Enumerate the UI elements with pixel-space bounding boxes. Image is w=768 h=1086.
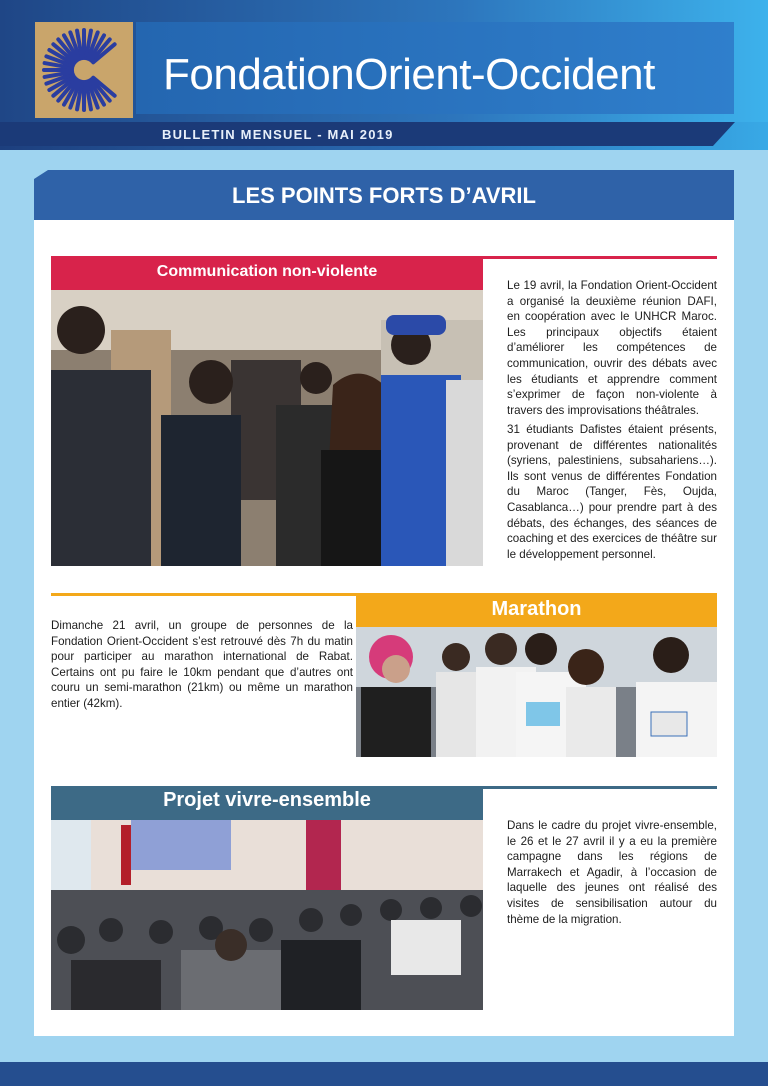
- article-3-rule: [483, 786, 717, 789]
- article-1-paragraph-2: 31 étudiants Dafistes étaient présents, provenant de différentes nationalités (syriens, palestiniens, subsahariens…). Ils sont venus de différentes Fondation du Maroc (Tanger, Fès, Oujda, Casablanca…) pour prendre part à des débats, des échanges, des séances de coaching et des exercices de théâtre sur le développement personnel.: [507, 423, 717, 561]
- section-title: LES POINTS FORTS D’AVRIL: [232, 183, 536, 208]
- article-3-photo: [51, 820, 483, 1010]
- article-1-rule: [483, 256, 717, 259]
- article-3-heading: Projet vivre-ensemble: [163, 789, 371, 811]
- article-3-paragraph-1: Dans le cadre du projet vivre-ensemble, le 26 et le 27 avril il y a eu la première campagne dans les régions de Marrakech et Agadir, à l’occasion de laquelle des jeunes ont réalisé des visites de sensibilisation autour du thème de la migration.: [507, 819, 717, 926]
- footer-bar: [0, 1062, 768, 1086]
- article-1-photo: [51, 290, 483, 566]
- bulletin-subtitle: BULLETIN MENSUEL - MAI 2019: [162, 127, 394, 142]
- sunburst-logo-icon: [35, 22, 133, 118]
- article-2-heading: Marathon: [491, 598, 582, 620]
- article-2-photo: [356, 627, 717, 757]
- article-1-paragraph-1: Le 19 avril, la Fondation Orient-Occident a organisé la deuxième réunion DAFI, en coopération avec le UNHCR Maroc. Les principaux objectifs étaient d’améliorer les compétences de communication, ouvrir des débats avec les étudiants et apprendre comment s’exprimer de façon non-violente à travers des improvisations théâtrales.: [507, 279, 717, 417]
- article-1-heading: Communication non-violente: [156, 263, 378, 280]
- page-title: FondationOrient-Occident: [163, 50, 655, 99]
- article-2-paragraph-1: Dimanche 21 avril, un groupe de personnes de la Fondation Orient-Occident s’est retrouvé dès 7h du matin pour participer au marathon international de Rabat. Certains ont pu faire le 10km pendant que d’autres ont couru un semi-marathon (21km) ou même un marathon entier (42km).: [51, 619, 353, 710]
- article-2-rule: [51, 593, 356, 596]
